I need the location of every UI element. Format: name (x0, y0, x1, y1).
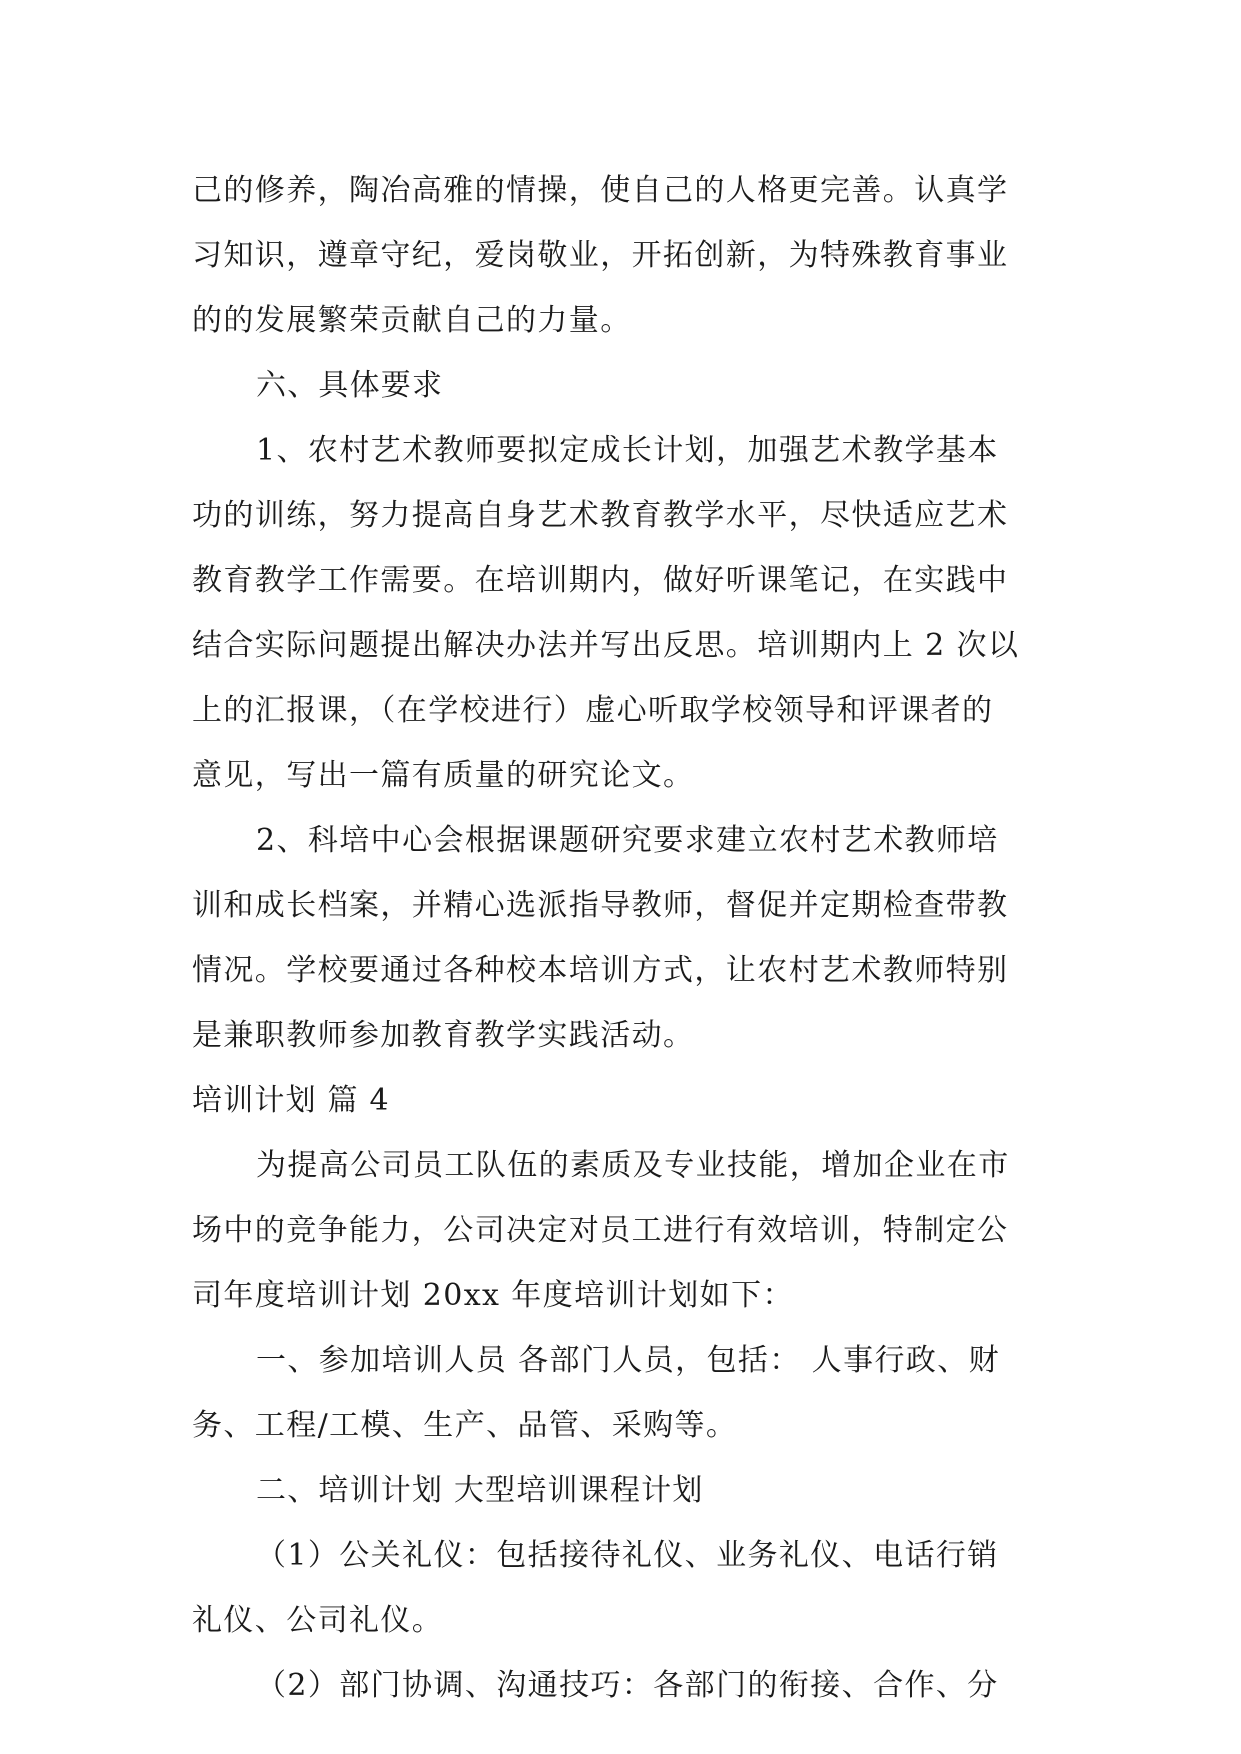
text-line: 训和成长档案，并精心选派指导教师，督促并定期检查带教 (192, 888, 1009, 923)
text-line: 意见，写出一篇有质量的研究论文。 (192, 758, 695, 793)
text-line: 礼仪、公司礼仪。 (192, 1603, 444, 1638)
text-line: （1）公关礼仪：包括接待礼仪、业务礼仪、电话行销 (256, 1538, 999, 1573)
document-title: 培训计划 篇 4 (192, 1083, 390, 1118)
text-line: 2、科培中心会根据课题研究要求建立农村艺术教师培 (256, 823, 999, 858)
text-line: 结合实际问题提出解决办法并写出反思。培训期内上 2 次以 (192, 628, 1020, 663)
text-line: 教育教学工作需要。在培训期内，做好听课笔记，在实践中 (192, 563, 1009, 598)
section-heading: 二、培训计划 大型培训课程计划 (256, 1473, 704, 1508)
text-line: 司年度培训计划 20xx 年度培训计划如下： (192, 1278, 794, 1313)
text-line: 上的汇报课，（在学校进行）虚心听取学校领导和评课者的 (192, 693, 994, 728)
text-line: 己的修养，陶冶高雅的情操，使自己的人格更完善。认真学 (192, 173, 1009, 208)
text-line: 务、工程/工模、生产、品管、采购等。 (192, 1408, 738, 1443)
document-body (192, 158, 1054, 1718)
text-line: 一、参加培训人员 各部门人员，包括： 人事行政、财 (256, 1343, 1001, 1378)
text-line: 习知识，遵章守纪，爱岗敬业，开拓创新，为特殊教育事业 (192, 238, 1009, 273)
text-line: 情况。学校要通过各种校本培训方式，让农村艺术教师特别 (192, 953, 1009, 988)
section-heading: 六、具体要求 (256, 368, 444, 403)
text-line: 1、农村艺术教师要拟定成长计划，加强艺术教学基本 (256, 433, 999, 468)
text-line: 是兼职教师参加教育教学实践活动。 (192, 1018, 695, 1053)
text-line: 为提高公司员工队伍的素质及专业技能，增加企业在市 (256, 1148, 1010, 1183)
text-line: （2）部门协调、沟通技巧：各部门的衔接、合作、分 (256, 1668, 999, 1703)
text-line: 功的训练，努力提高自身艺术教育教学水平，尽快适应艺术 (192, 498, 1009, 533)
text-line: 场中的竞争能力，公司决定对员工进行有效培训，特制定公 (192, 1213, 1009, 1248)
text-line: 的的发展繁荣贡献自己的力量。 (192, 303, 632, 338)
